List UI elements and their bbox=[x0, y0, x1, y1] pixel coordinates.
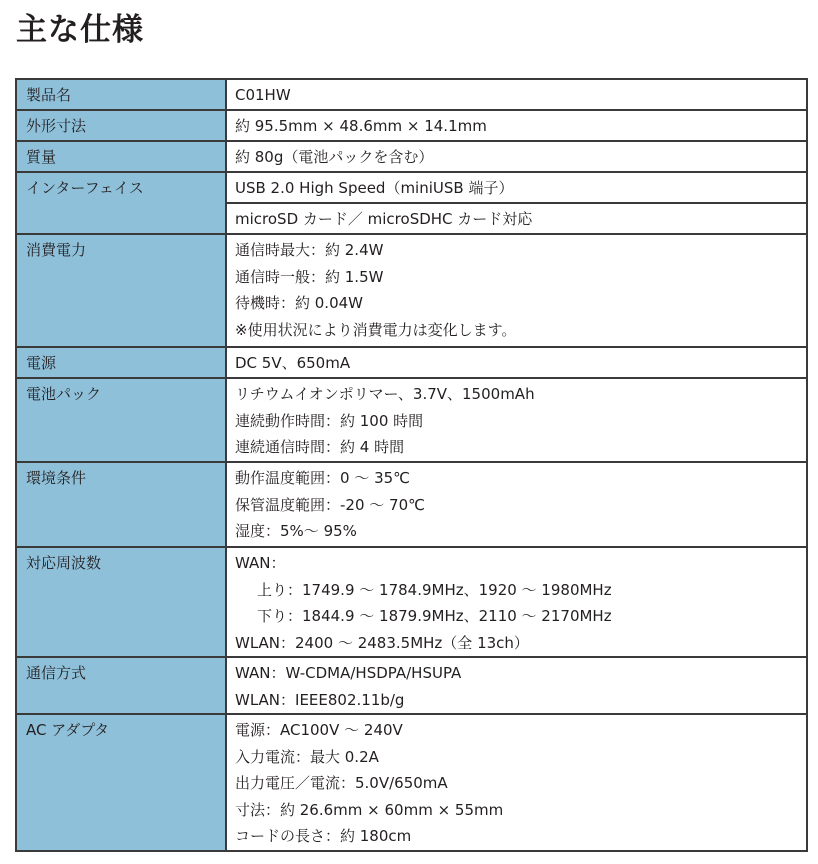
value-line: リチウムイオンポリマー、3.7V、1500mAh bbox=[235, 385, 535, 403]
spec-value-product-name bbox=[226, 79, 807, 110]
value-line: WAN：W-CDMA/HSDPA/HSUPA bbox=[235, 664, 462, 682]
table-row bbox=[16, 714, 807, 851]
value-line: 連続通信時間：約 4 時間 bbox=[235, 438, 405, 456]
spec-value-power-supply bbox=[226, 347, 807, 378]
spec-label-interface bbox=[16, 172, 226, 234]
value-line-uplink: 上り：1749.9 ～ 1784.9MHz、1920 ～ 1980MHz bbox=[257, 580, 612, 599]
table-row bbox=[16, 172, 807, 203]
value-line: WLAN：IEEE802.11b/g bbox=[235, 690, 405, 709]
spec-label-frequency bbox=[16, 547, 226, 657]
value-line: USB 2.0 High Speed（miniUSB 端子） bbox=[235, 179, 514, 197]
spec-value-ac-adapter bbox=[226, 714, 807, 851]
label-text: 環境条件 bbox=[26, 469, 87, 487]
value-line: 約 80g（電池パックを含む） bbox=[235, 148, 434, 166]
value-line: 湿度：5%～ 95% bbox=[235, 522, 357, 540]
label-text: AC アダプタ bbox=[26, 721, 110, 739]
spec-value-battery-pack bbox=[226, 378, 807, 462]
value-line: 通信時最大：約 2.4W bbox=[235, 241, 384, 259]
spec-label-environment bbox=[16, 462, 226, 547]
value-line: WAN： bbox=[235, 554, 286, 572]
label-text: 電源 bbox=[26, 354, 57, 372]
spec-value-communication bbox=[226, 657, 807, 714]
spec-value-dimensions bbox=[226, 110, 807, 141]
spec-label-power-consumption bbox=[16, 234, 226, 347]
label-text: インターフェイス bbox=[26, 179, 144, 197]
spec-value-power-consumption bbox=[226, 234, 807, 347]
label-text: 質量 bbox=[26, 148, 57, 166]
page-title: 主な仕様 bbox=[16, 12, 144, 48]
table-row bbox=[16, 110, 807, 141]
value-line: C01HW bbox=[235, 86, 291, 104]
value-line: 寸法：約 26.6mm × 60mm × 55mm bbox=[235, 800, 504, 819]
table-row bbox=[16, 234, 807, 347]
spec-label-power-supply bbox=[16, 347, 226, 378]
label-text: 通信方式 bbox=[26, 664, 87, 682]
value-line: ※使用状況により消費電力は変化します。 bbox=[235, 320, 517, 339]
value-line: 動作温度範囲：0 ～ 35℃ bbox=[235, 469, 411, 487]
table-row bbox=[16, 141, 807, 172]
spec-table bbox=[15, 78, 808, 852]
spec-label-dimensions bbox=[16, 110, 226, 141]
table-row bbox=[16, 378, 807, 462]
value-line: microSD カード／ microSDHC カード対応 bbox=[235, 210, 533, 228]
value-line: 通信時一般：約 1.5W bbox=[235, 267, 384, 286]
table-row bbox=[16, 547, 807, 657]
value-line: 約 95.5mm × 48.6mm × 14.1mm bbox=[235, 117, 487, 135]
value-line-downlink: 下り：1844.9 ～ 1879.9MHz、2110 ～ 2170MHz bbox=[257, 607, 612, 625]
label-text: 対応周波数 bbox=[26, 554, 102, 572]
spec-label-product-name bbox=[16, 79, 226, 110]
value-line: コードの長さ：約 180cm bbox=[235, 827, 412, 845]
label-text: 電池パック bbox=[26, 385, 102, 403]
value-line: WLAN：2400 ～ 2483.5MHz（全 13ch） bbox=[235, 633, 529, 652]
spec-value-interface-usb bbox=[226, 172, 807, 203]
spec-value-interface-sd bbox=[226, 203, 807, 234]
table-row bbox=[16, 657, 807, 714]
spec-label-weight bbox=[16, 141, 226, 172]
label-text: 外形寸法 bbox=[26, 117, 87, 135]
spec-label-battery-pack bbox=[16, 378, 226, 462]
value-line: 待機時：約 0.04W bbox=[235, 294, 363, 312]
table-row bbox=[16, 462, 807, 547]
spec-label-ac-adapter bbox=[16, 714, 226, 851]
label-text: 製品名 bbox=[26, 86, 72, 104]
value-line: DC 5V、650mA bbox=[235, 354, 351, 372]
spec-value-frequency bbox=[226, 547, 807, 657]
table-row bbox=[16, 347, 807, 378]
value-line: 連続動作時間：約 100 時間 bbox=[235, 411, 424, 430]
spec-label-communication bbox=[16, 657, 226, 714]
label-text: 消費電力 bbox=[26, 241, 87, 259]
spec-value-weight bbox=[226, 141, 807, 172]
value-line: 保管温度範囲：-20 ～ 70℃ bbox=[235, 495, 425, 514]
value-line: 電源：AC100V ～ 240V bbox=[235, 721, 403, 739]
table-row bbox=[16, 79, 807, 110]
value-line: 出力電圧／電流：5.0V/650mA bbox=[235, 774, 448, 792]
value-line: 入力電流：最大 0.2A bbox=[235, 747, 379, 766]
spec-value-environment bbox=[226, 462, 807, 547]
